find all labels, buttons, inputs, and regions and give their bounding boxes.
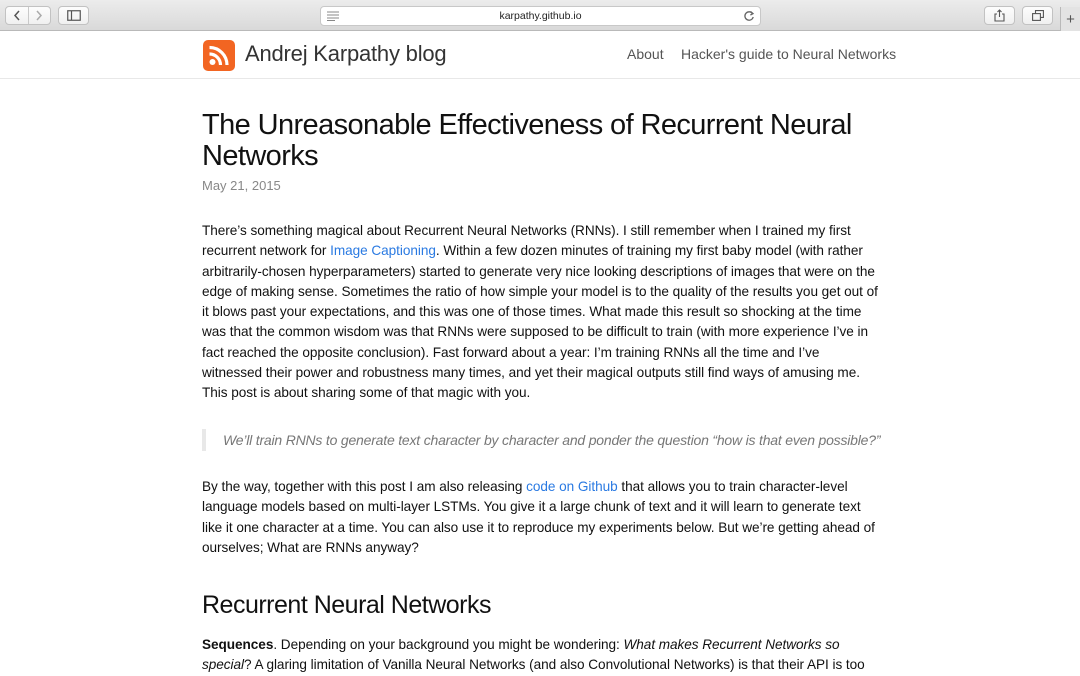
release-text-a: By the way, together with this post I am also releasing — [202, 479, 527, 494]
intro-text-b: . Within a few dozen minutes of training my first baby model (with rather arbitrarily-chosen hyperparameters) started to generate very nice looking descriptions of images that were on the edge of making sense. Sometimes the ratio of how simple your model is to the quality of the results you get out of it blows past your expectations, and this was one of those times. What made this result so shocking at the time was that the common wisdom was that RNNs were supposed to be difficult to train (with more experience I’ve in fact reached the opposite conclusion). Fast forward about a year: I’m training RNNs all the time and I’ve witnessed their power and robustness many times, and yet their magical outputs still find ways of amusing me. This post is about sharing some of that magic with you. — [202, 243, 878, 401]
forward-icon — [35, 10, 43, 21]
post — [202, 109, 881, 673]
site-title[interactable]: Andrej Karpathy blog — [245, 41, 447, 66]
intro-text-a: There’s something magical about Recurrent Neural Networks (RNNs). I still remember when I trained my first recurrent network for — [202, 223, 851, 259]
nav-hackers-guide[interactable]: Hacker's guide to Neural Networks — [681, 46, 897, 62]
reload-icon[interactable] — [743, 10, 755, 22]
address-bar[interactable] — [320, 6, 761, 26]
release-paragraph — [202, 477, 882, 558]
new-tab-button[interactable] — [1060, 7, 1080, 31]
sidebar-button[interactable] — [58, 6, 89, 25]
tabs-icon — [1032, 10, 1044, 21]
history-nav — [5, 6, 51, 25]
nav-about[interactable]: About — [627, 46, 664, 62]
section-heading: Recurrent Neural Networks — [202, 591, 491, 619]
release-text-b: that allows you to train character-level language models based on multi-layer LSTMs. You give it a large chunk of text and it will learn to generate text like it one character at a time. You can also use it to reproduce my experiments below. But we’re getting ahead of ourselves; What are RNNs anyway? — [202, 479, 875, 555]
browser-toolbar — [0, 0, 1080, 31]
share-icon — [994, 9, 1005, 22]
site-header — [0, 31, 1080, 79]
plus-icon: + — [1066, 10, 1075, 28]
forward-button[interactable] — [28, 7, 51, 24]
sidebar-icon — [67, 10, 81, 21]
post-title: The Unreasonable Effectiveness of Recurrent Neural Networks — [202, 109, 852, 172]
blockquote: We’ll train RNNs to generate text character by character and ponder the question “how is that even possible?” — [202, 429, 882, 451]
tabs-button[interactable] — [1022, 6, 1053, 25]
sequences-label: Sequences — [202, 637, 274, 652]
rss-icon[interactable] — [203, 40, 235, 71]
sequences-text-a: . Depending on your background you might be wondering: — [273, 637, 624, 652]
back-icon — [13, 10, 21, 21]
share-button[interactable] — [984, 6, 1015, 25]
sequences-italic: What makes Recurrent Networks so special — [202, 637, 840, 673]
url-text: karpathy.github.io — [499, 10, 582, 22]
intro-paragraph — [202, 221, 882, 404]
code-on-github-link[interactable]: code on Github — [526, 479, 618, 494]
post-date: May 21, 2015 — [202, 178, 281, 193]
sequences-paragraph — [202, 635, 882, 676]
sequences-text-b: ? A glaring limitation of Vanilla Neural Networks (and also Convolutional Networks) is that their API is too — [243, 657, 865, 673]
back-button[interactable] — [6, 7, 28, 24]
image-captioning-link[interactable]: Image Captioning — [330, 243, 436, 259]
